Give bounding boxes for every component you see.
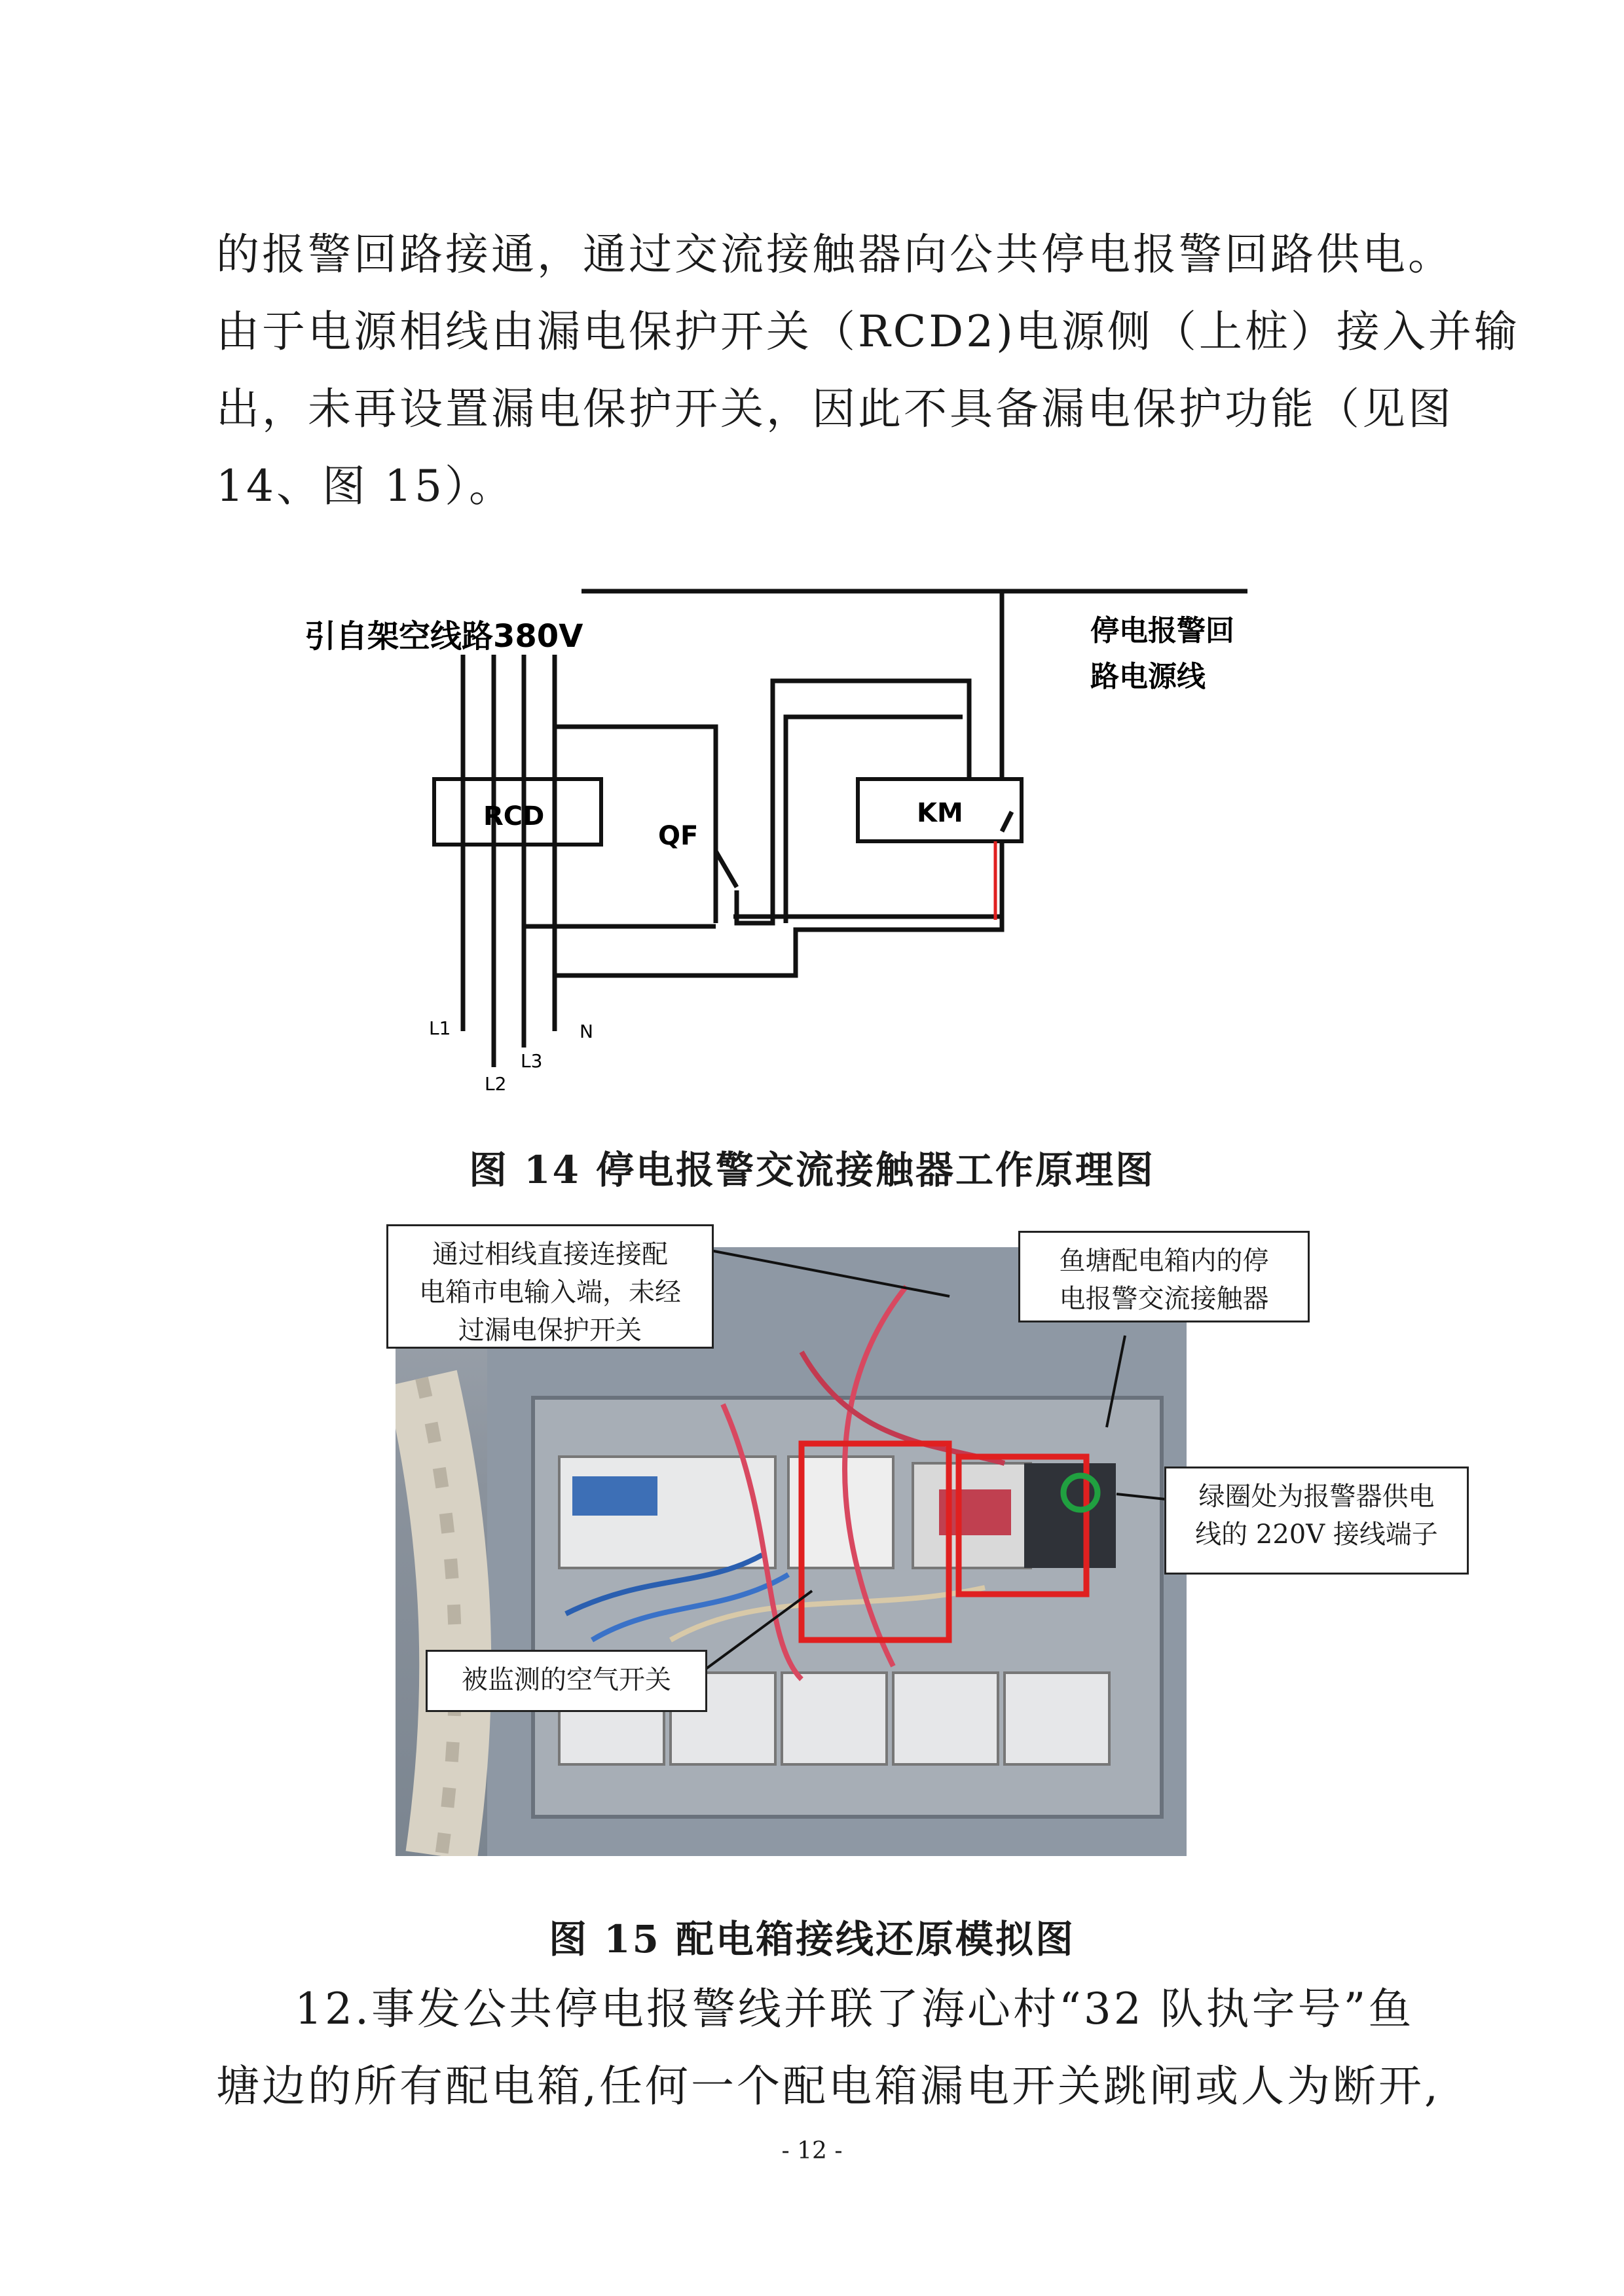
callout-direct-phase-line: 通过相线直接连接配 电箱市电输入端，未经 过漏电保护开关 [386,1224,714,1349]
source-label: 引自架空线路380V [304,618,583,655]
l1-label: L1 [429,1017,451,1039]
callout-monitored-breaker: 被监测的空气开关 [426,1650,707,1712]
l3-label: L3 [521,1050,543,1072]
rcd-label: RCD [483,801,545,831]
paragraph-line: 12.事发公共停电报警线并联了海心村“32 队执字号”鱼 [295,1984,1414,2034]
l2-label: L2 [485,1073,507,1095]
figure15-caption: 图 15 配电箱接线还原模拟图 [548,1917,1076,1961]
alarm-label-line2: 路电源线 [1090,660,1206,693]
qf-label: QF [658,821,699,851]
callout-alarm-contactor: 鱼塘配电箱内的停 电报警交流接触器 [1018,1231,1310,1322]
alarm-label-line1: 停电报警回 [1090,614,1234,647]
bottom-paragraph [216,1971,1441,2125]
figure14-caption: 图 14 停电报警交流接触器工作原理图 [468,1148,1156,1192]
paragraph-line: 的报警回路接通，通过交流接触器向公共停电报警回路供电。 [216,229,1454,280]
n-label: N [580,1021,593,1042]
km-label: KM [917,798,963,828]
page-number: - 12 - [781,2138,843,2164]
callout-220v-terminal: 绿圈处为报警器供电 线的 220V 接线端子 [1164,1467,1469,1575]
paragraph-line: 出，未再设置漏电保护开关，因此不具备漏电保护功能（见图 [216,384,1454,434]
paragraph-line: 由于电源相线由漏电保护开关（RCD2)电源侧（上桩）接入并输 [216,306,1520,357]
paragraph-line: 塘边的所有配电箱,任何一个配电箱漏电开关跳闸或人为断开, [216,2061,1441,2111]
paragraph-line: 14、图 15）。 [216,461,515,511]
